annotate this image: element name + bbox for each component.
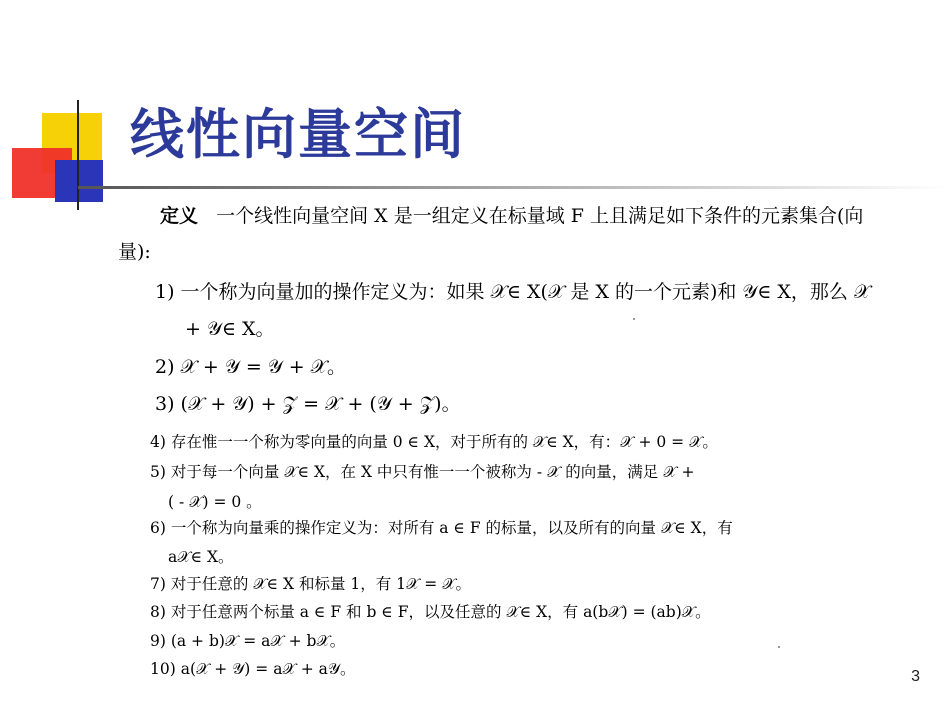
definition-label: 定义 (160, 205, 199, 227)
logo-vertical-line (77, 100, 79, 210)
definition-line-1 (160, 204, 863, 228)
definition-text: 一个线性向量空间 X 是一组定义在标量域 F 上且满足如下条件的元素集合(向 (216, 205, 864, 227)
page-number: 3 (911, 668, 920, 685)
logo-blue-square (55, 160, 103, 202)
condition-2: 2) 𝒳 + 𝒴 = 𝒴 + 𝒳。 (155, 356, 347, 378)
condition-1: 1) 一个称为向量加的操作定义为：如果 𝒳∈ X(𝒳 是 X 的一个元素)和 𝒴∈ X，那么 𝒳 (155, 281, 871, 303)
slide-title: 线性向量空间 (130, 103, 466, 166)
scan-speck (778, 646, 780, 648)
condition-6-cont: a𝒳∈ X。 (168, 548, 234, 566)
condition-8: 8) 对于任意两个标量 a ∈ F 和 b ∈ F，以及任意的 𝒳∈ X，有 a(b𝒳) = (ab)𝒳。 (150, 603, 711, 621)
title-divider (78, 186, 950, 189)
condition-5: 5) 对于每一个向量 𝒳∈ X，在 X 中只有惟一一个被称为 - 𝒳 的向量，满足 𝒳 + (150, 463, 695, 481)
condition-10: 10) a(𝒳 + 𝒴) = a𝒳 + a𝒴。 (150, 660, 356, 678)
condition-1-cont: + 𝒴∈ X。 (185, 318, 275, 340)
condition-7: 7) 对于任意的 𝒳∈ X 和标量 1，有 1𝒳 = 𝒳。 (150, 575, 472, 593)
scan-speck (633, 318, 635, 320)
condition-5-cont: ( - 𝒳) = 0 。 (168, 493, 262, 511)
condition-6: 6) 一个称为向量乘的操作定义为：对所有 a ∈ F 的标量，以及所有的向量 𝒳∈ X，有 (150, 519, 733, 537)
condition-9: 9) (a + b)𝒳 = a𝒳 + b𝒳。 (150, 632, 346, 650)
definition-line-2: 量): (118, 241, 151, 263)
condition-4: 4) 存在惟一一个称为零向量的向量 0 ∈ X，对于所有的 𝒳∈ X，有：𝒳 + 0 = 𝒳。 (150, 433, 718, 451)
condition-3: 3) (𝒳 + 𝒴) + 𝒵 = 𝒳 + (𝒴 + 𝒵)。 (155, 393, 461, 415)
